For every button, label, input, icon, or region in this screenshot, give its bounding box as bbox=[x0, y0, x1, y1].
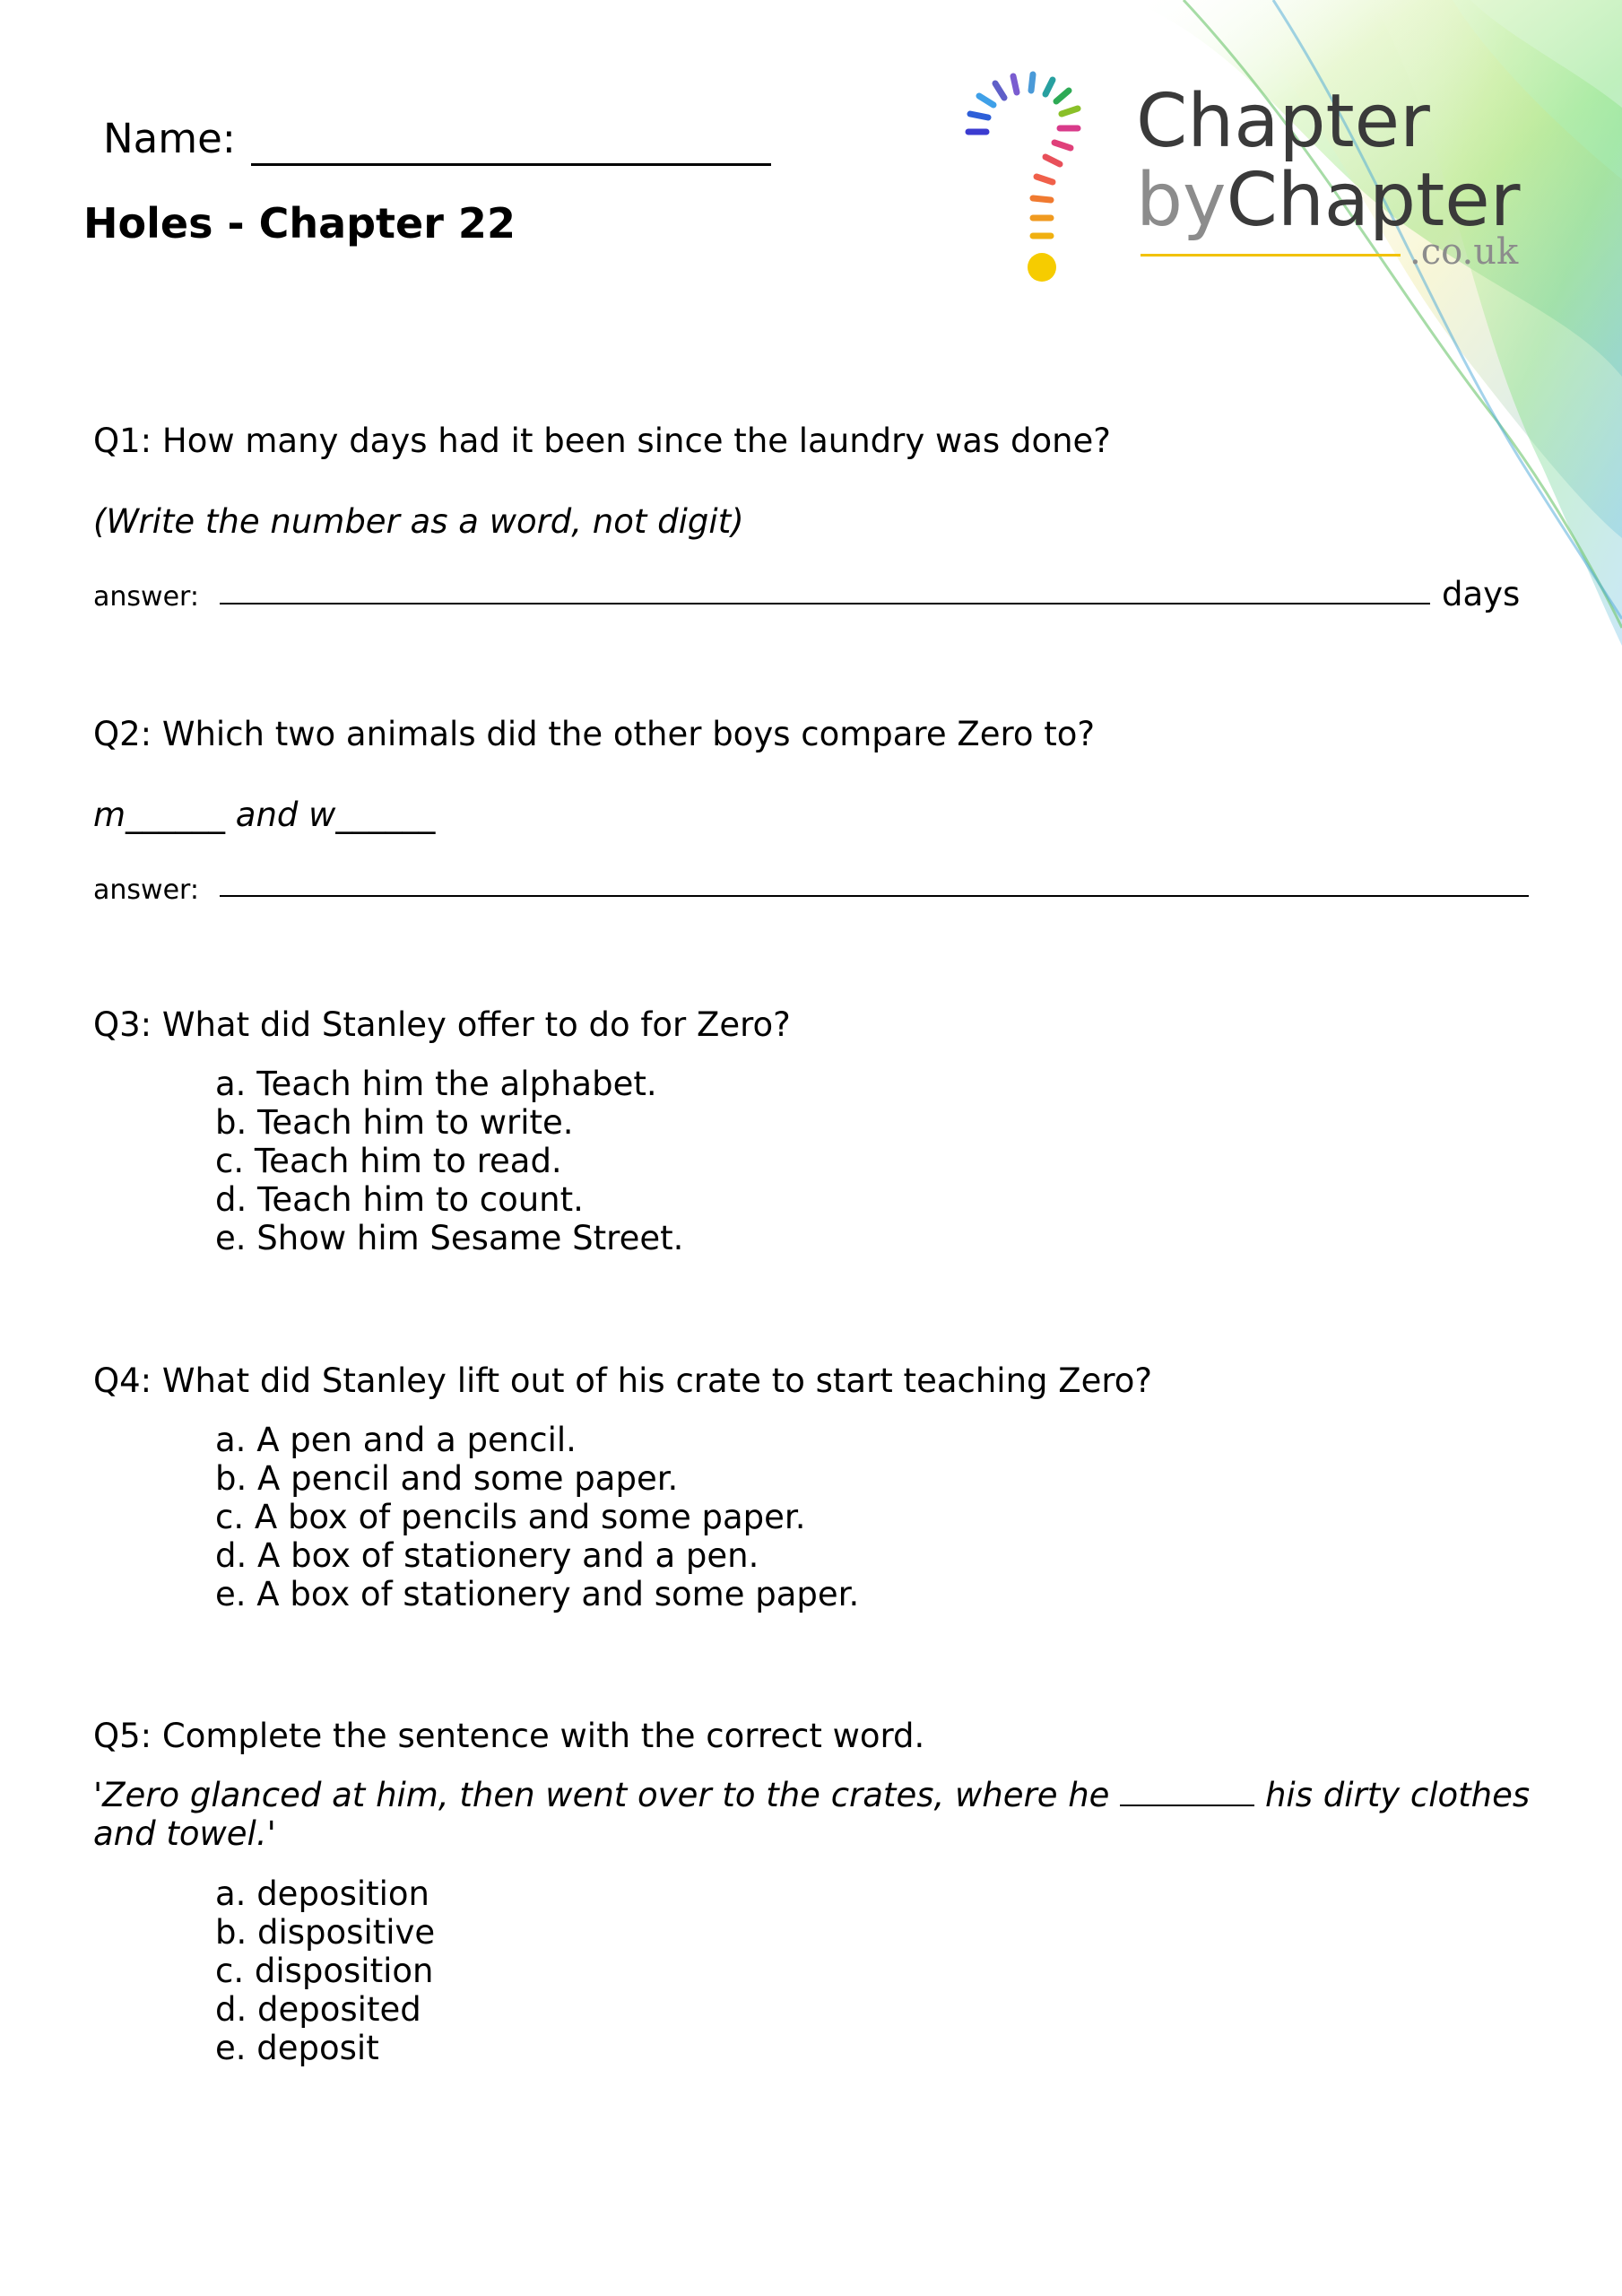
logo-underline bbox=[1141, 254, 1401, 257]
logo-text-chapter: Chapter bbox=[1136, 79, 1430, 164]
q4-options bbox=[215, 1421, 859, 1613]
q5-quote bbox=[93, 1776, 1546, 1853]
q4-option-a[interactable]: a. A pen and a pencil. bbox=[215, 1421, 577, 1459]
q4-option-b[interactable]: b. A pencil and some paper. bbox=[215, 1459, 679, 1498]
q4-option-e[interactable]: e. A box of stationery and some paper. bbox=[215, 1575, 860, 1613]
name-field-line[interactable] bbox=[251, 163, 771, 166]
q2-answer-line[interactable] bbox=[220, 895, 1529, 897]
q5-quote-blank bbox=[1120, 1805, 1254, 1806]
q1-hint: (Write the number as a word, not digit) bbox=[93, 502, 744, 541]
logo-domain: .co.uk bbox=[1409, 231, 1519, 273]
logo-text-by-chapter bbox=[1136, 158, 1521, 243]
q5-quote-after: his dirty clothes and towel.' bbox=[93, 1776, 1531, 1853]
q5-question: Q5: Complete the sentence with the correct word. bbox=[93, 1717, 925, 1755]
q5-option-e[interactable]: e. deposit bbox=[215, 2029, 379, 2067]
q5-option-d[interactable]: d. deposited bbox=[215, 1990, 421, 2029]
q3-question: Q3: What did Stanley offer to do for Zero? bbox=[93, 1005, 791, 1044]
q2-hint: m______ and w______ bbox=[93, 796, 436, 834]
q4-question: Q4: What did Stanley lift out of his crate to start teaching Zero? bbox=[93, 1361, 1153, 1400]
q3-options bbox=[215, 1065, 683, 1257]
q5-options bbox=[215, 1874, 435, 2067]
q5-option-c[interactable]: c. disposition bbox=[215, 1952, 434, 1990]
q4-option-d[interactable]: d. A box of stationery and a pen. bbox=[215, 1536, 759, 1575]
q3-option-c[interactable]: c. Teach him to read. bbox=[215, 1142, 562, 1180]
q5-option-a[interactable]: a. deposition bbox=[215, 1874, 430, 1913]
q1-answer-line[interactable] bbox=[220, 603, 1430, 604]
logo-text-chapter-2: Chapter bbox=[1226, 158, 1521, 243]
q4-option-c[interactable]: c. A box of pencils and some paper. bbox=[215, 1498, 806, 1536]
q1-question: Q1: How many days had it been since the laundry was done? bbox=[93, 422, 1111, 460]
q3-option-a[interactable]: a. Teach him the alphabet. bbox=[215, 1065, 657, 1103]
q5-quote-before: 'Zero glanced at him, then went over to the crates, where he bbox=[93, 1776, 1121, 1814]
q1-answer-label: answer: bbox=[93, 581, 199, 613]
q5-option-b[interactable]: b. dispositive bbox=[215, 1913, 436, 1952]
q2-question: Q2: Which two animals did the other boys compare Zero to? bbox=[93, 715, 1096, 753]
logo-text-by: by bbox=[1136, 158, 1227, 243]
worksheet-title: Holes - Chapter 22 bbox=[83, 199, 516, 248]
book-question-mark-logo-icon bbox=[959, 49, 1139, 318]
q2-answer-label: answer: bbox=[93, 874, 199, 906]
name-label: Name: bbox=[103, 115, 236, 162]
q3-option-b[interactable]: b. Teach him to write. bbox=[215, 1103, 574, 1142]
q3-option-d[interactable]: d. Teach him to count. bbox=[215, 1180, 584, 1219]
q3-option-e[interactable]: e. Show him Sesame Street. bbox=[215, 1219, 684, 1257]
q1-answer-suffix: days bbox=[1442, 575, 1521, 613]
